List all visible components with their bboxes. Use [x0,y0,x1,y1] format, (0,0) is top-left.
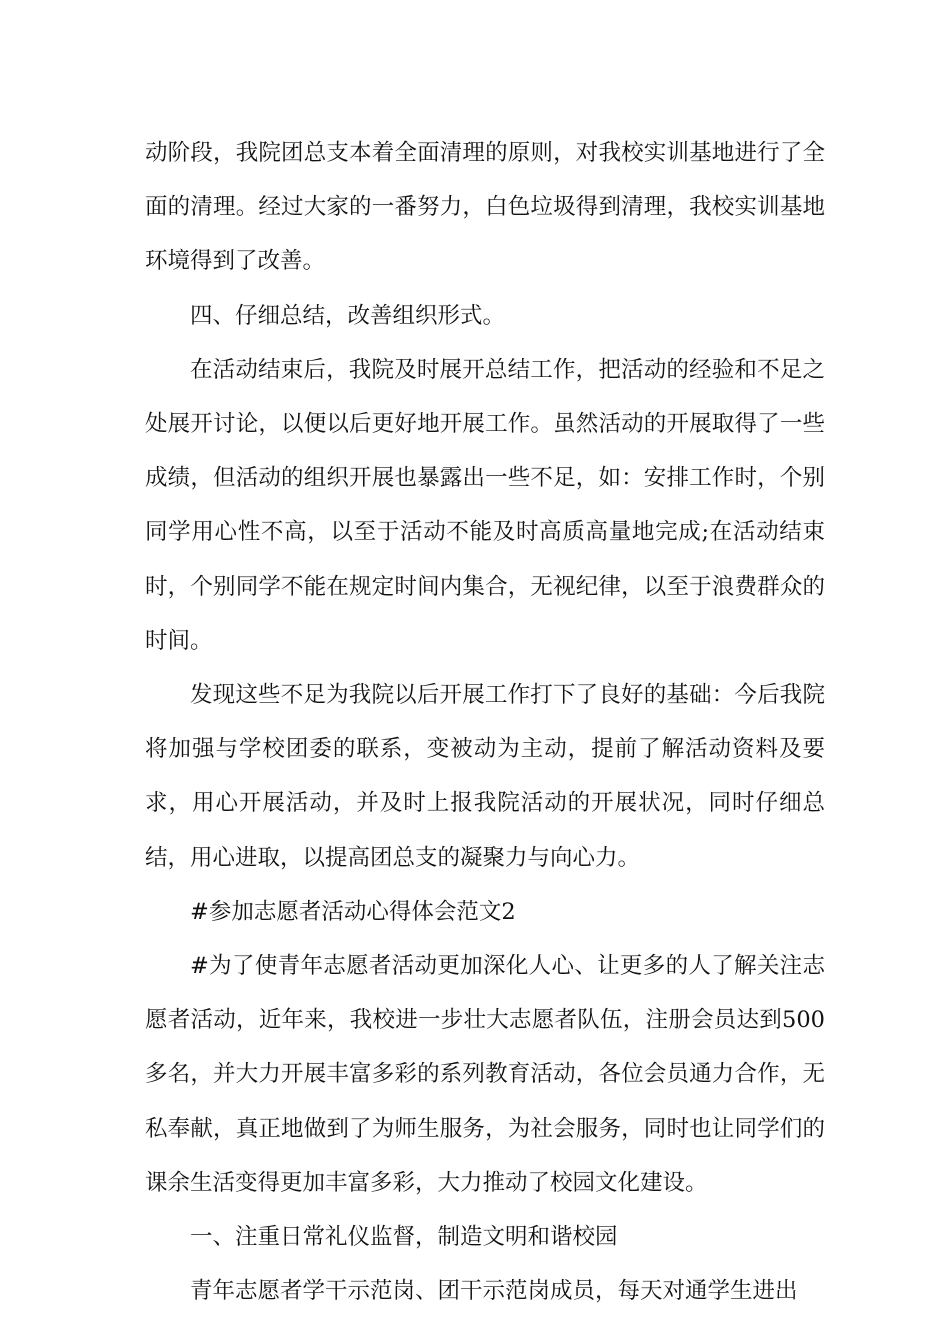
paragraph-3: 在活动结束后，我院及时展开总结工作，把活动的经验和不足之处展开讨论，以便以后更好地开展工作。虽然活动的开展取得了一些成绩，但活动的组织开展也暴露出一些不足，如：安排工作时，个别同学用心性不高，以至于活动不能及时高质高量地完成;在活动结束时，个别同学不能在规定时间内集合，无视纪律，以至于浪费群众的时间。 [145,356,825,654]
paragraph-8: 青年志愿者学干示范岗、团干示范岗成员，每天对通学生进出 [190,1278,798,1305]
section-heading-1: 一、注重日常礼仪监督，制造文明和谐校园 [190,1224,618,1251]
document-page [145,126,825,1318]
paragraph-4: 发现这些不足为我院以后开展工作打下了良好的基础：今后我院将加强与学校团委的联系，变被动为主动，提前了解活动资料及要求，用心开展活动，并及时上报我院活动的开展状况，同时仔细总结，用心进取，以提高团总支的凝聚力与向心力。 [145,682,825,871]
paragraph-1: 动阶段，我院团总支本着全面清理的原则，对我校实训基地进行了全面的清理。经过大家的一番努力，白色垃圾得到清理，我校实训基地环境得到了改善。 [145,140,825,275]
paragraph-6: #为了使青年志愿者活动更加深化人心、让更多的人了解关注志愿者活动，近年来，我校进一步壮大志愿者队伍，注册会员达到500多名，并大力开展丰富多彩的系列教育活动，各位会员通力合作，无私奉献，真正地做到了为师生服务，为社会服务，同时也让同学们的课余生活变得更加丰富多彩，大力推动了校园文化建设。 [145,953,825,1196]
section-heading-4: 四、仔细总结，改善组织形式。 [190,302,506,329]
article-title-2: #参加志愿者活动心得体会范文2 [190,898,516,925]
